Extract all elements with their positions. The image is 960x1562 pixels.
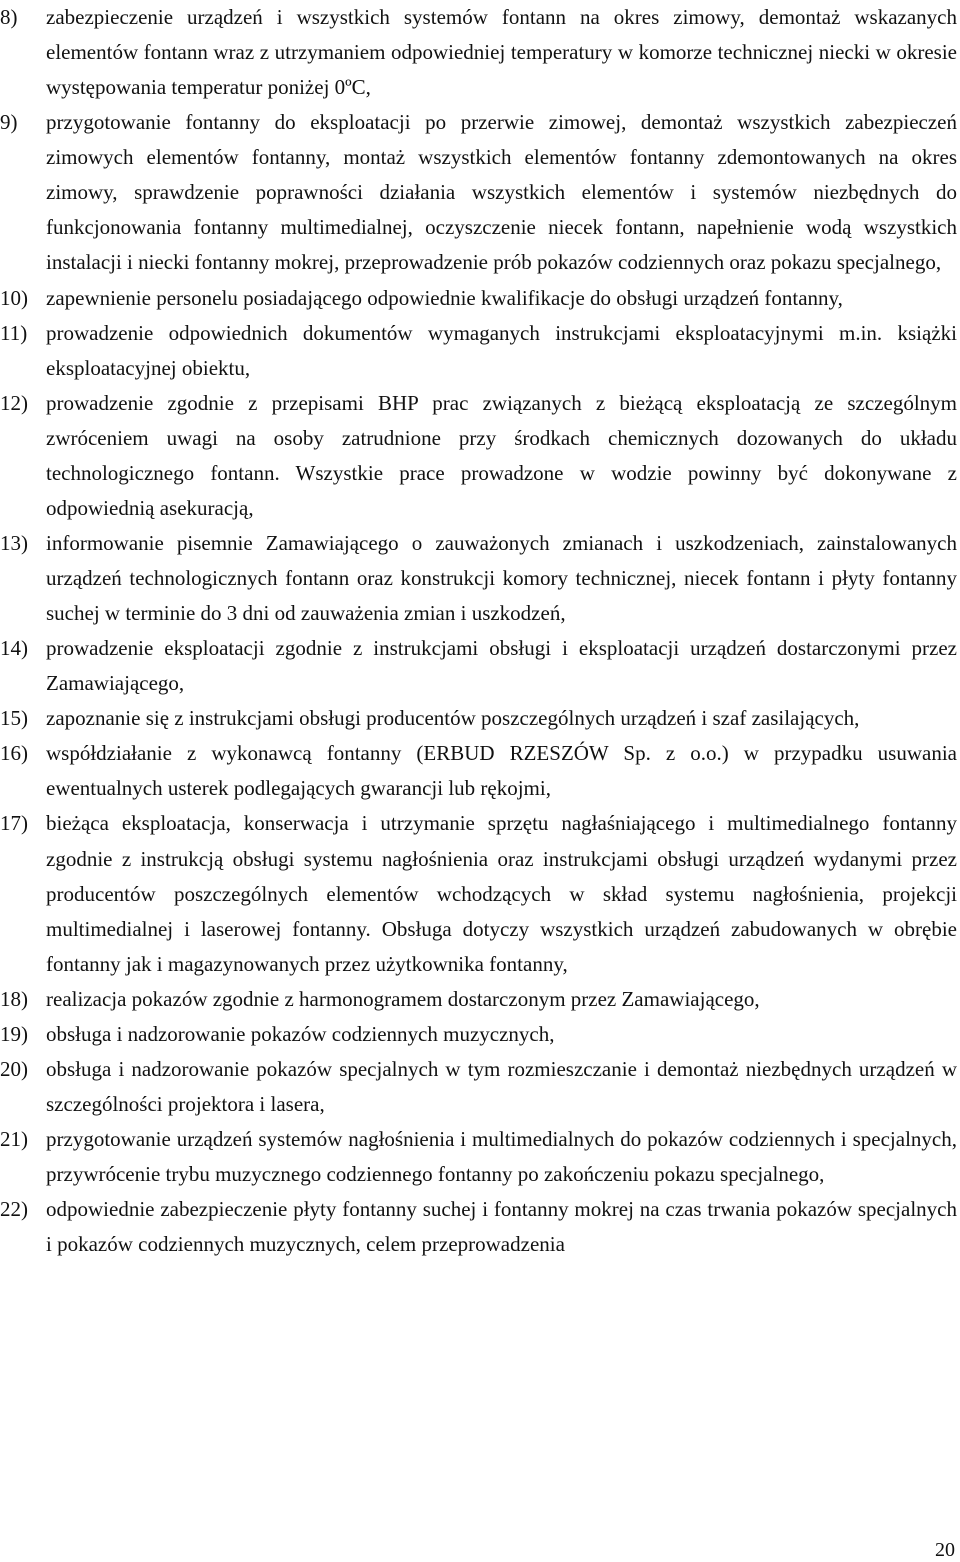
item-number: 11) xyxy=(0,320,28,345)
list-item xyxy=(0,105,957,280)
list-item xyxy=(0,281,957,316)
list-item xyxy=(0,316,957,386)
item-number: 12) xyxy=(0,390,28,415)
item-number: 18) xyxy=(0,986,28,1011)
item-text: bieżąca eksploatacja, konserwacja i utrzymanie sprzętu nagłaśniającego i multimedialnego fontanny zgodnie z instrukcją obsługi systemu nagłośnienia oraz instrukcjami obsługi urządzeń wydanymi przez producentów poszczególnych elementów wchodzących w skład systemu nagłośnienia, projekcji multimedialnej i laserowej fontanny. Obsługa dotyczy wszystkich urządzeń zabudowanych w obrębie fontanny jak i magazynowanych przez użytkownika fontanny, xyxy=(46,811,957,976)
item-number: 22) xyxy=(0,1197,28,1222)
item-text: obsługa i nadzorowanie pokazów specjalnych w tym rozmieszczanie i demontaż niezbędnych urządzeń w szczególności projektora i lasera, xyxy=(46,1056,957,1116)
item-text: zabezpieczenie urządzeń i wszystkich systemów fontann na okres zimowy, demontaż wskazanych elementów fontann wraz z utrzymaniem odpowiedniej temperatury w komorze technicznej niecki w okresie występowania temperatur poniżej 0ºC, xyxy=(46,5,957,100)
list-item xyxy=(0,806,957,981)
item-number: 16) xyxy=(0,741,28,766)
item-number: 10) xyxy=(0,285,28,310)
list-item xyxy=(0,0,957,105)
item-text: zapoznanie się z instrukcjami obsługi producentów poszczególnych urządzeń i szaf zasilających, xyxy=(46,706,860,731)
item-number: 19) xyxy=(0,1021,28,1046)
item-number: 17) xyxy=(0,811,28,836)
item-number: 13) xyxy=(0,530,28,555)
item-text: odpowiednie zabezpieczenie płyty fontanny suchej i fontanny mokrej na czas trwania pokazów specjalnych i pokazów codziennych muzycznych, celem przeprowadzenia xyxy=(46,1197,957,1257)
list-item xyxy=(0,701,957,736)
item-text: przygotowanie fontanny do eksploatacji po przerwie zimowej, demontaż wszystkich zabezpieczeń zimowych elementów fontanny, montaż wszystkich elementów fontanny zdemontowanych na okres zimowy, sprawdzenie poprawności działania wszystkich elementów i systemów niezbędnych do funkcjonowania fontanny multimedialnej, oczyszczenie niecek fontann, napełnienie wodą wszystkich instalacji i niecki fontanny mokrej, przeprowadzenie prób pokazów codziennych oraz pokazu specjalnego, xyxy=(46,110,957,275)
item-number: 20) xyxy=(0,1056,28,1081)
item-number: 14) xyxy=(0,636,28,661)
list-item xyxy=(0,631,957,701)
item-text: informowanie pisemnie Zamawiającego o zauważonych zmianach i uszkodzeniach, zainstalowanych urządzeń technologicznych fontann oraz konstrukcji komory technicznej, niecek fontann i płyty fontanny suchej w terminie do 3 dni od zauważenia zmian i uszkodzeń, xyxy=(46,530,957,626)
item-text: przygotowanie urządzeń systemów nagłośnienia i multimedialnych do pokazów codziennych i specjalnych, przywrócenie trybu muzycznego codziennego fontanny po zakończeniu pokazu specjalnego, xyxy=(46,1127,957,1187)
list-item xyxy=(0,736,957,806)
list-item xyxy=(0,1122,957,1192)
list-item xyxy=(0,1017,957,1052)
item-text: zapewnienie personelu posiadającego odpowiednie kwalifikacje do obsługi urządzeń fontanny, xyxy=(46,285,843,310)
item-text: realizacja pokazów zgodnie z harmonogramem dostarczonym przez Zamawiającego, xyxy=(46,986,760,1011)
item-number: 8) xyxy=(0,5,18,29)
list-item xyxy=(0,386,957,526)
item-text: prowadzenie zgodnie z przepisami BHP prac związanych z bieżącą eksploatacją ze szczególnym zwróceniem uwagi na osoby zatrudnione przy środkach chemicznych dozowanych do układu technologicznego fontann. Wszystkie prace prowadzone w wodzie powinny być dokonywane z odpowiednią asekuracją, xyxy=(46,390,957,520)
item-text: współdziałanie z wykonawcą fontanny (ERBUD RZESZÓW Sp. z o.o.) w przypadku usuwania ewentualnych usterek podlegających gwarancji lub rękojmi, xyxy=(46,741,957,801)
item-number: 15) xyxy=(0,706,28,731)
item-text: obsługa i nadzorowanie pokazów codziennych muzycznych, xyxy=(46,1021,555,1046)
item-number: 21) xyxy=(0,1127,28,1151)
item-text: prowadzenie odpowiednich dokumentów wymaganych instrukcjami eksploatacyjnymi m.in. książki eksploatacyjnej obiektu, xyxy=(46,320,957,380)
page-number: 20 xyxy=(935,1539,955,1561)
list-item xyxy=(0,526,957,631)
item-text: prowadzenie eksploatacji zgodnie z instrukcjami obsługi i eksploatacji urządzeń dostarczonymi przez Zamawiającego, xyxy=(46,636,957,696)
item-number: 9) xyxy=(0,110,18,135)
list-item xyxy=(0,1192,957,1262)
list-item xyxy=(0,1052,957,1122)
list-item xyxy=(0,982,957,1017)
